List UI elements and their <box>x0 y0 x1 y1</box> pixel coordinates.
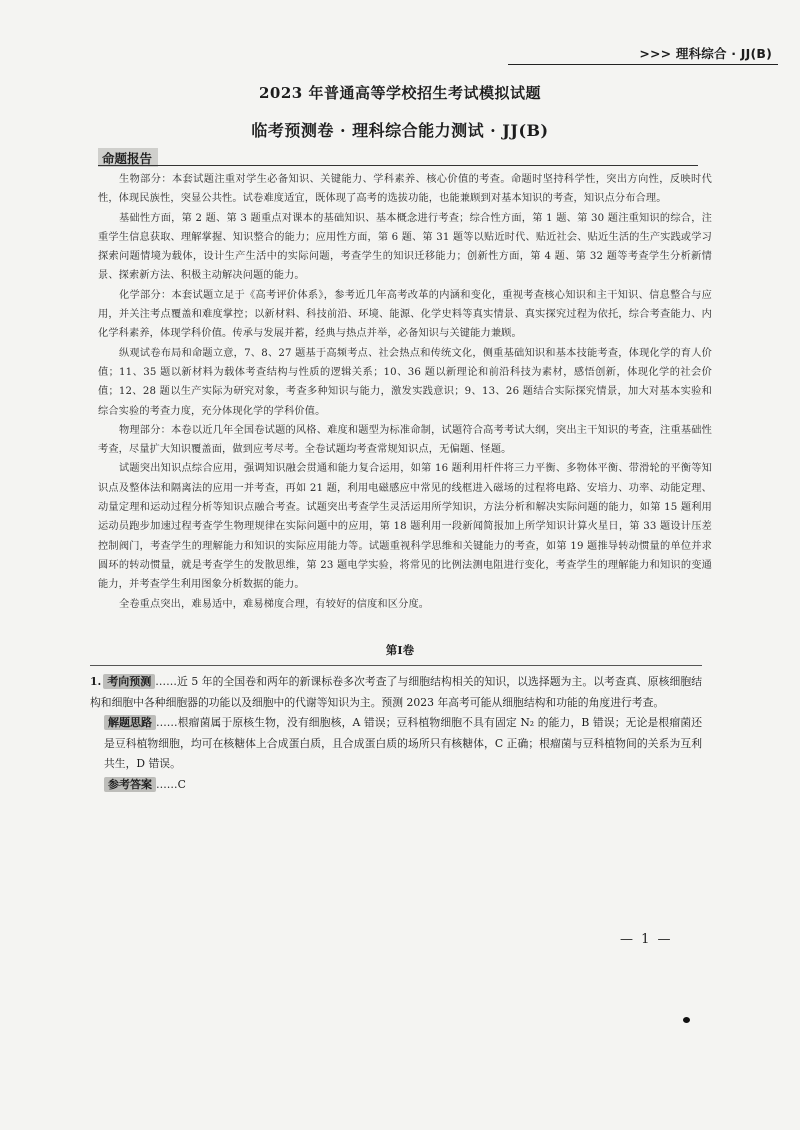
question-block <box>90 672 702 795</box>
forecast-text: ……近 5 年的全国卷和两年的新课标卷多次考查了与细胞结构相关的知识，以选择题为主。以考查真、原核细胞结构和细胞中各种细胞器的功能以及细胞中的代谢等知识为主。预测 2023 年高考可能从细胞结构和功能的角度进行考查。 <box>90 675 702 709</box>
question-number: 1. <box>90 675 102 688</box>
solution-text: ……根瘤菌属于原核生物，没有细胞核，A 错误；豆科植物细胞不具有固定 N₂ 的能力，B 错误；无论是根瘤菌还是豆科植物细胞，均可在核糖体上合成蛋白质，且合成蛋白质的场所只有核糖体，C 正确；根瘤菌与豆科植物间的关系为互利共生，D 错误。 <box>104 716 702 770</box>
part-heading: 第Ⅰ卷 <box>385 643 415 657</box>
page-number: — 1 — <box>620 932 673 947</box>
report-paragraph-biology: 生物部分：本套试题注重对学生必备知识、关键能力、学科素养、核心价值的考查。命题时坚持科学性，突出方向性，反映时代性，体现民族性，突显公共性。试卷难度适宜，既体现了高考的选拔功能，也能兼顾到对基本知识的考查，知识点分布合理。 <box>98 174 712 205</box>
report-paragraph-summary: 全卷重点突出，难易适中，难易梯度合理，有较好的信度和区分度。 <box>119 598 430 610</box>
solution-tag: 解题思路 <box>104 715 156 730</box>
question-solution <box>90 713 702 775</box>
answer-tag: 参考答案 <box>104 777 156 792</box>
question-forecast <box>90 672 702 713</box>
ink-mark <box>683 1017 690 1023</box>
section-label-report: 命题报告 <box>98 148 158 167</box>
question-answer <box>90 775 702 796</box>
report-paragraph-biology-detail: 基础性方面，第 2 题、第 3 题重点对课本的基础知识、基本概念进行考查；综合性方面，第 1 题、第 30 题注重知识的综合，注重学生信息获取、理解掌握、知识整合的能力；应用性方面，第 6 题、第 31 题等以贴近时代、贴近社会、贴近生活的生产实践或学习探索问题情境为载体，设计生产生活中的实际问题，考查学生的知识迁移能力；创新性方面，第 4 题、第 32 题等考查学生分析新情景、探索新方法、积极主动解决问题的能力。 <box>98 212 712 282</box>
section-rule <box>98 165 698 166</box>
report-paragraph-chemistry: 化学部分：本套试题立足于《高考评价体系》，参考近几年高考改革的内涵和变化，重视考查核心知识和主干知识、信息整合与应用，并关注考点覆盖和难度掌控；以新材料、科技前沿、环境、能源、化学史料等真实情景、真实探究过程为依托，综合考查能力、内化学科素养，体现学科价值。传承与发展并蓄，经典与热点并举，必备知识与关键能力兼顾。 <box>98 289 712 340</box>
header-subject-tag: >>> 理科综合 · JJ(B) <box>639 46 772 61</box>
forecast-tag: 考向预测 <box>103 674 155 689</box>
header-rule <box>508 64 778 65</box>
part-rule <box>90 665 702 666</box>
report-paragraph-chemistry-detail: 纵观试卷布局和命题立意，7、8、27 题基于高频考点、社会热点和传统文化，侧重基础知识和基本技能考查，体现化学的育人价值；11、35 题以新材料为载体考查结构与性质的逻辑关系；10、36 题以新理论和前沿科技为素材，感悟创新，体现化学的社会价值；12、28 题以生产实际为研究对象，考查多种知识与能力，激发实践意识；9、13、26 题结合实际探究情景，加大对基本实验和综合实验的考查力度，充分体现化学的学科价值。 <box>98 347 712 417</box>
report-paragraph-physics: 物理部分：本卷以近几年全国卷试题的风格、难度和题型为标准命制，试题符合高考考试大纲，突出主干知识的考查，注重基础性考查，尽量扩大知识覆盖面，做到应考尽考。全卷试题均考查常规知识点，无偏题、怪题。 <box>98 424 712 456</box>
report-paragraph-physics-detail: 试题突出知识点综合应用，强调知识融会贯通和能力复合运用，如第 16 题利用杆件将三力平衡、多物体平衡、带滑轮的平衡等知识点及整体法和隔离法的应用一并考查，再如 21 题，利用电磁感应中常见的线框进入磁场的过程将电路、安培力、功率、动能定理、动量定理和运动过程分析等知识点融合考查。试题突出考查学生灵活运用所学知识，方法分析和解决实际问题的能力，如第 15 题利用运动员跑步加速过程考查学生物理规律在实际问题中的应用，第 18 题利用一段新闻简报加上所学知识计算火星日，第 33 题设计压差控制阀门，考查学生的理解能力和知识的实际应用能力等。试题重视科学思维和关键能力的考查，如第 19 题推导转动惯量的单位并求圆环的转动惯量，就是考查学生的发散思维，第 23 题电学实验，将常见的比例法测电阻进行变化，考查学生的理解能力和知识的变通能力，并考查学生利用图象分析数据的能力。 <box>98 463 712 591</box>
page-subtitle: 临考预测卷 · 理科综合能力测试 · JJ(B) <box>251 121 549 140</box>
page-title: 2023 年普通高等学校招生考试模拟试题 <box>259 84 541 102</box>
answer-text: ……C <box>156 777 186 791</box>
report-body <box>98 170 712 614</box>
